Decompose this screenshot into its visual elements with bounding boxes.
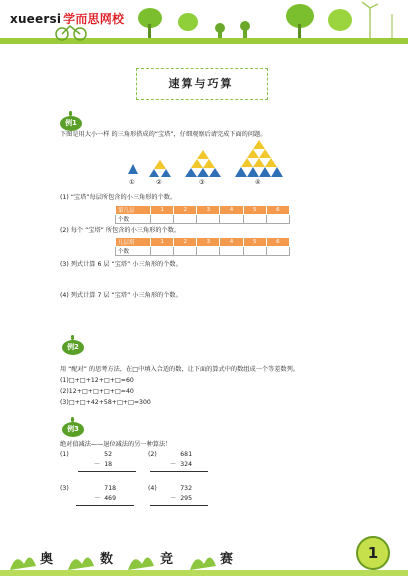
- table1-cell[interactable]: [151, 215, 174, 224]
- tower-figures: [0, 0, 408, 200]
- example3-intro: 绝对值减法——退位减法的另一种算法！: [60, 441, 172, 448]
- footer-decoration: [0, 538, 408, 580]
- problem2-label: (2): [148, 451, 157, 458]
- problem4-bottom: － 295: [169, 494, 192, 502]
- table2-col: 3: [197, 238, 220, 247]
- footer-word-3: 竞: [160, 552, 174, 567]
- example2-line-3: (3)□+□+42+58+□+□=300: [60, 399, 151, 406]
- example2-intro: 用 “配对” 的思考方法，在□中填入合适的数，让下面的算式中的数组成一个等差数列。: [60, 366, 299, 373]
- example1-question-3: (3) 列式计算 6 层 “宝塔” 小三角形的个数。: [60, 261, 182, 268]
- tower-1-triangle: [128, 164, 138, 174]
- table1-col: 1: [151, 206, 174, 215]
- example1-question-1: (1) “宝塔”每层所包含的小三角形的个数。: [60, 194, 177, 201]
- example1-question-2: (2) 每个 “宝塔” 所包含的小三角形的个数。: [60, 227, 181, 234]
- problem4-label: (4): [148, 485, 157, 492]
- table1-cell[interactable]: [243, 215, 266, 224]
- table1-cell[interactable]: [197, 215, 220, 224]
- table2-cell[interactable]: [151, 247, 174, 256]
- table1-col: 2: [174, 206, 197, 215]
- table2-col: 6: [266, 238, 289, 247]
- table2-cell[interactable]: [243, 247, 266, 256]
- table1-cell[interactable]: [266, 215, 289, 224]
- page-number: 1: [356, 536, 390, 570]
- tower-label-2: ②: [156, 179, 162, 186]
- problem1-top: 52: [104, 450, 112, 458]
- table2-row-label: 个数: [116, 247, 151, 256]
- tower-label-4: ④: [255, 179, 261, 186]
- problem3-top: 718: [104, 484, 116, 492]
- tower-label-1: ①: [129, 179, 135, 186]
- tower-4-triangle: [253, 140, 265, 149]
- table2-cell[interactable]: [220, 247, 243, 256]
- problem1-label: (1): [60, 451, 69, 458]
- problem1-rule: [78, 471, 136, 472]
- problem3-label: (3): [60, 485, 69, 492]
- table1-row-label: 个数: [116, 215, 151, 224]
- footer-word-1: 奥: [40, 552, 54, 567]
- table-tower-count: [115, 237, 290, 256]
- tower-label-3: ③: [199, 179, 205, 186]
- table2-cell[interactable]: [197, 247, 220, 256]
- table2-col: 4: [220, 238, 243, 247]
- problem2-top: 681: [180, 450, 192, 458]
- example2-badge: 例2: [62, 340, 84, 355]
- table1-cell[interactable]: [220, 215, 243, 224]
- table2-col: 1: [151, 238, 174, 247]
- page-title: 速算与巧算: [168, 77, 234, 90]
- footer-word-2: 数: [100, 552, 114, 567]
- problem4-rule: [150, 505, 208, 506]
- table1-cell[interactable]: [174, 215, 197, 224]
- table1-col: 5: [243, 206, 266, 215]
- table1-col: 4: [220, 206, 243, 215]
- table1-col: 3: [197, 206, 220, 215]
- problem2-rule: [150, 471, 208, 472]
- brand-chinese: 学而思网校: [63, 12, 125, 26]
- table2-cell[interactable]: [174, 247, 197, 256]
- example1-intro: 下图是用大小一样 的三角形搭成的“宝塔”，仔细观察后请完成下面的问题。: [60, 131, 267, 138]
- brand-latin: xueersi: [10, 12, 62, 26]
- table1-col: 6: [266, 206, 289, 215]
- example1-question-4: (4) 列式计算 7 层 “宝塔” 小三角形的个数。: [60, 292, 182, 299]
- table-layer-count: [115, 205, 290, 224]
- example3-badge: 例3: [62, 422, 84, 437]
- example2-line-2: (2)12+□+□+□+□=40: [60, 388, 134, 395]
- problem2-bottom: － 324: [169, 460, 192, 468]
- table2-header-label: 几层塔: [116, 238, 151, 247]
- footer-word-4: 赛: [220, 552, 234, 567]
- problem3-bottom: － 469: [93, 494, 116, 502]
- problem1-bottom: － 18: [93, 460, 112, 468]
- table1-header-label: 第几层: [116, 206, 151, 215]
- table2-col: 2: [174, 238, 197, 247]
- example1-badge: 例1: [60, 116, 82, 131]
- problem3-rule: [76, 505, 134, 506]
- table2-col: 5: [243, 238, 266, 247]
- table2-cell[interactable]: [266, 247, 289, 256]
- tower-3-triangle: [197, 150, 209, 159]
- example2-line-1: (1)□+□+12+□+□=60: [60, 377, 134, 384]
- problem4-top: 732: [180, 484, 192, 492]
